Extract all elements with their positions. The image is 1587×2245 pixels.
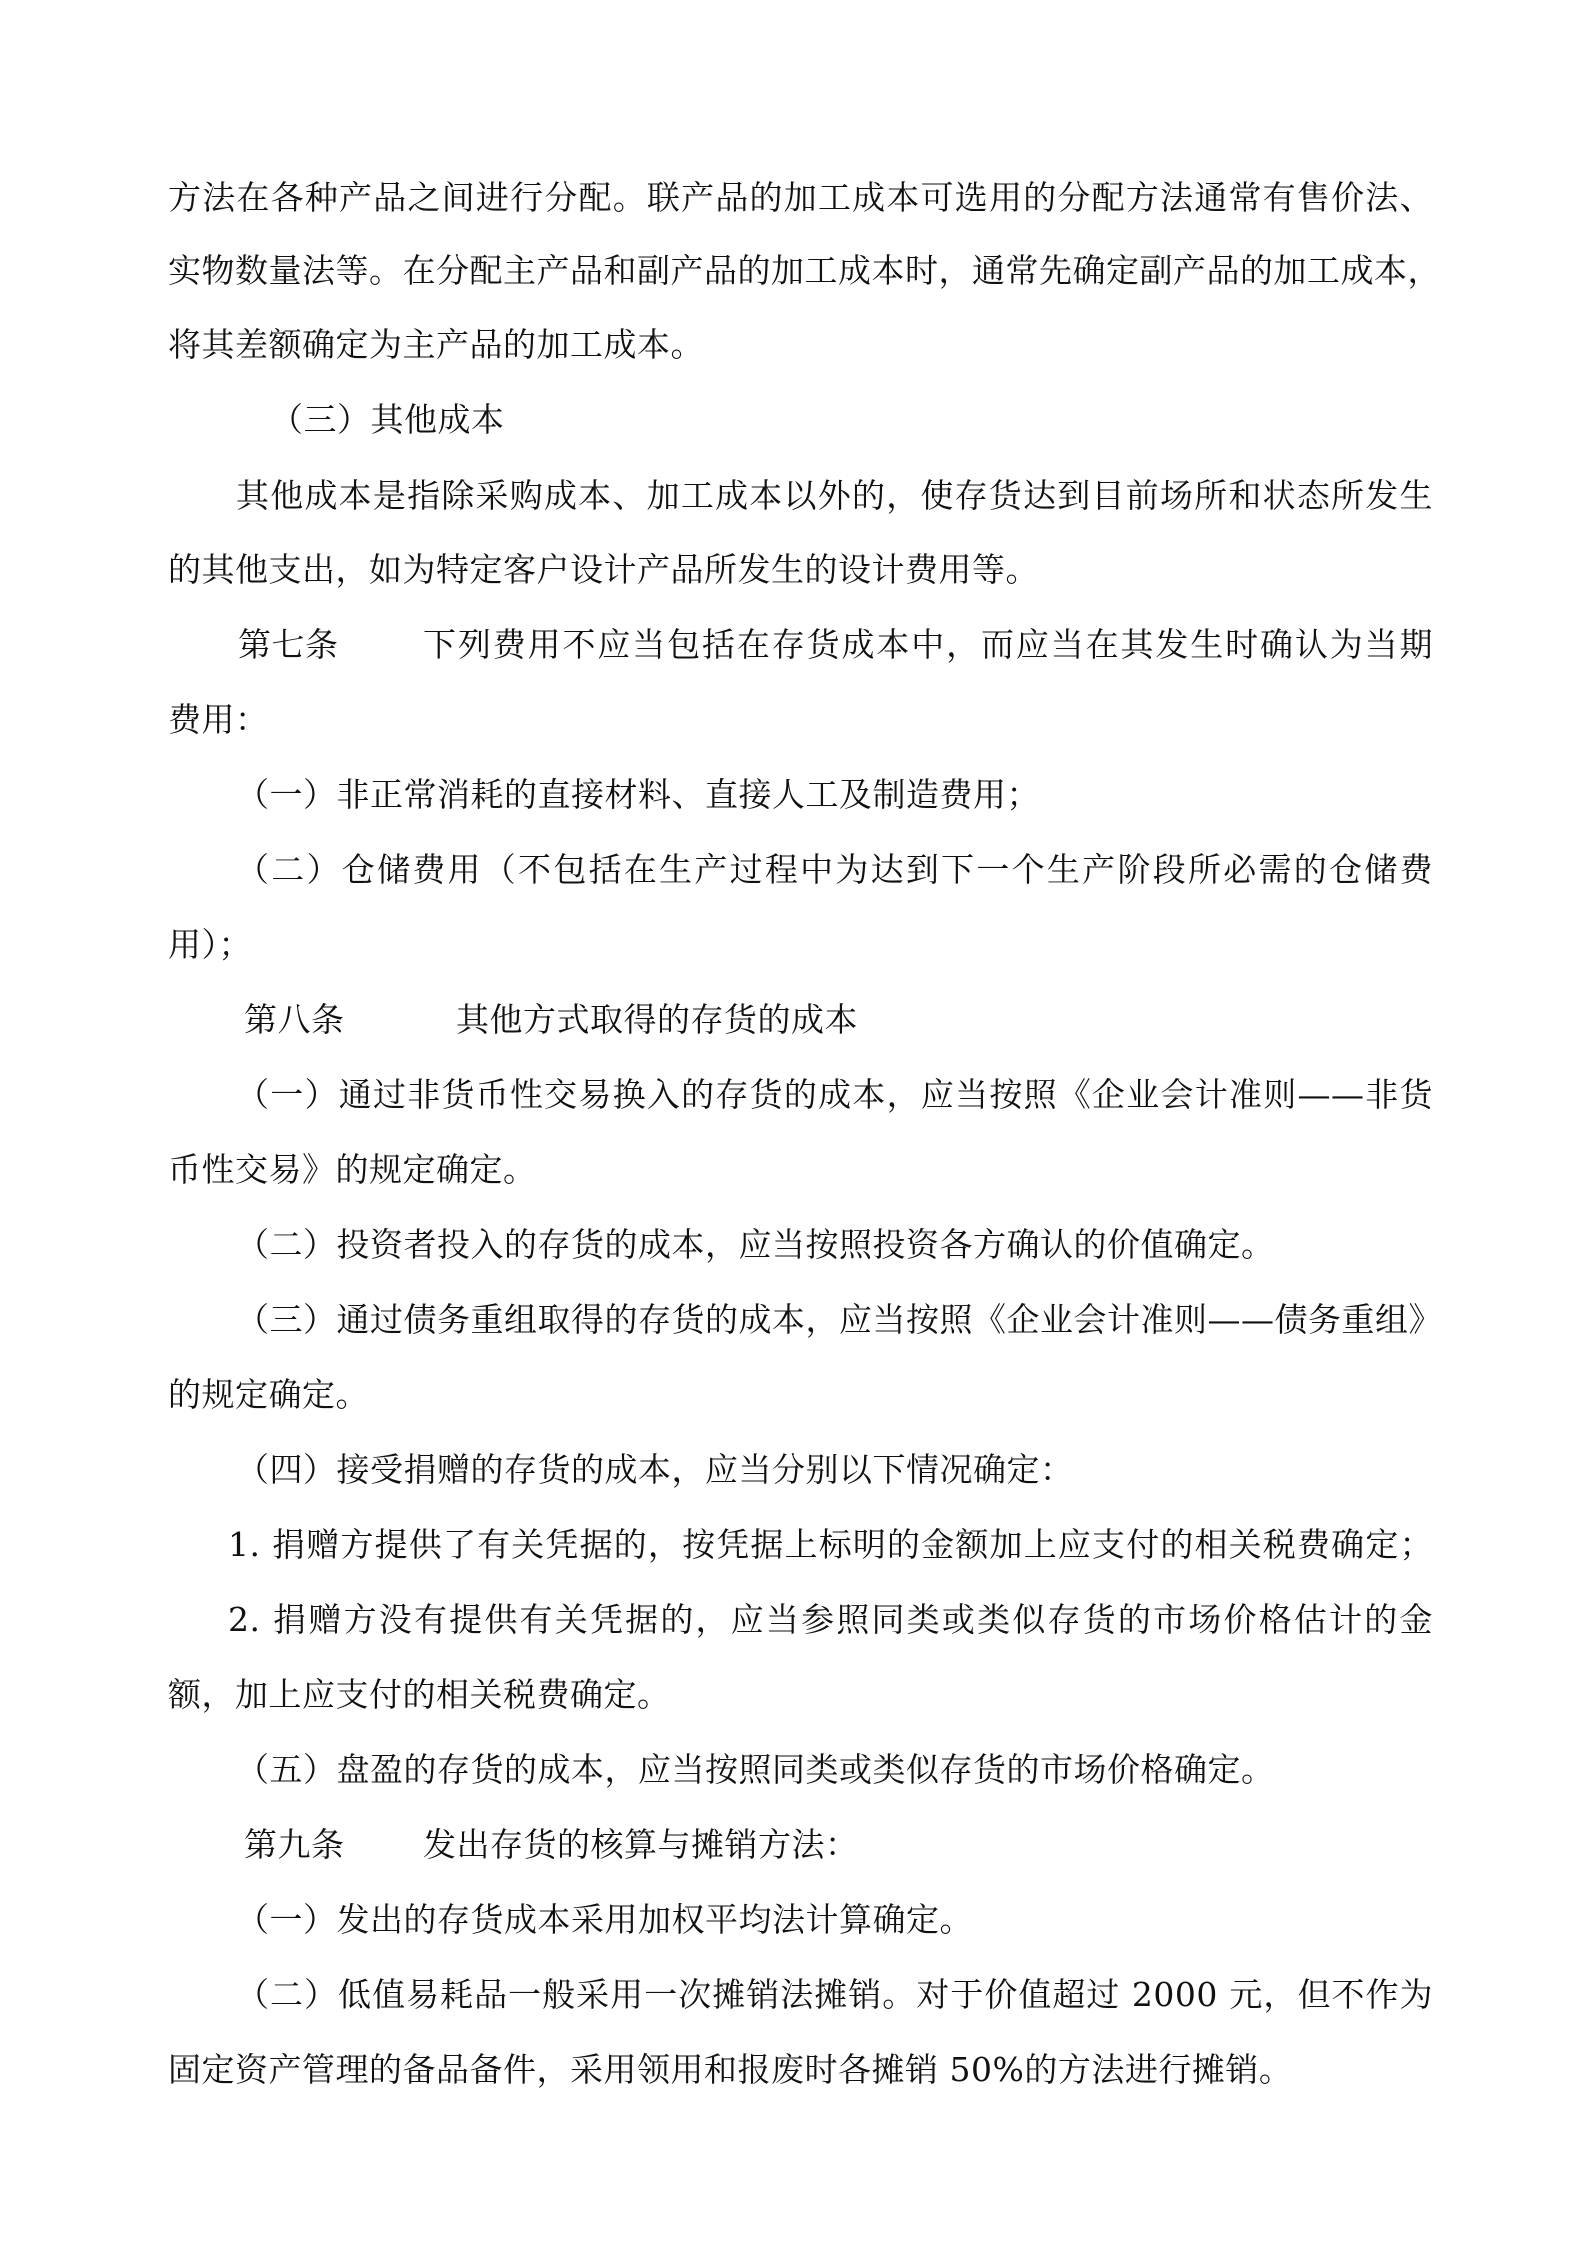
article-text: 发出存货的核算与摊销方法： [423, 1825, 859, 1864]
text-line: 的规定确定。 [168, 1375, 369, 1414]
text-line: 将其差额确定为主产品的加工成本。 [168, 325, 704, 364]
article-text: 其他方式取得的存货的成本 [456, 1000, 858, 1039]
text-line: 费用： [168, 700, 269, 739]
list-item: （一）非正常消耗的直接材料、直接人工及制造费用； [236, 775, 1040, 814]
list-item: （二）仓储费用（不包括在生产过程中为达到下一个生产阶段所必需的仓储费 [236, 850, 1433, 889]
text-line: 额，加上应支付的相关税费确定。 [168, 1675, 671, 1714]
list-item: （一）通过非货币性交易换入的存货的成本，应当按照《企业会计准则——非货 [236, 1075, 1433, 1114]
text-line: 用）； [168, 925, 252, 964]
list-item: （一）发出的存货成本采用加权平均法计算确定。 [236, 1900, 973, 1939]
text-line: 实物数量法等。在分配主产品和副产品的加工成本时，通常先确定副产品的加工成本， [168, 251, 1441, 290]
article-label: 第七条 [238, 625, 339, 664]
text-line: 的其他支出，如为特定客户设计产品所发生的设计费用等。 [168, 550, 1039, 589]
numbered-item: 1. 捐赠方提供了有关凭据的，按凭据上标明的金额加上应支付的相关税费确定； [228, 1525, 1433, 1564]
article-label: 第八条 [244, 1000, 345, 1039]
list-item: （三）通过债务重组取得的存货的成本，应当按照《企业会计准则——债务重组》 [236, 1300, 1442, 1339]
list-item: （五）盘盈的存货的成本，应当按照同类或类似存货的市场价格确定。 [236, 1750, 1275, 1789]
list-item: （二）低值易耗品一般采用一次摊销法摊销。对于价值超过 2000 元，但不作为 [236, 1975, 1433, 2014]
paragraph-line: 其他成本是指除采购成本、加工成本以外的，使存货达到目前场所和状态所发生 [236, 476, 1433, 515]
text-line: 币性交易》的规定确定。 [168, 1150, 537, 1189]
section-heading: （三）其他成本 [270, 400, 505, 439]
article-label: 第九条 [244, 1825, 345, 1864]
list-item: （二）投资者投入的存货的成本，应当按照投资各方确认的价值确定。 [236, 1225, 1275, 1264]
article-text: 下列费用不应当包括在存货成本中，而应当在其发生时确认为当期 [423, 625, 1433, 664]
text-line: 固定资产管理的备品备件，采用领用和报废时各摊销 50%的方法进行摊销。 [168, 2050, 1293, 2089]
numbered-item: 2. 捐赠方没有提供有关凭据的，应当参照同类或类似存货的市场价格估计的金 [228, 1600, 1433, 1639]
list-item: （四）接受捐赠的存货的成本，应当分别以下情况确定： [236, 1450, 1074, 1489]
text-line: 方法在各种产品之间进行分配。联产品的加工成本可选用的分配方法通常有售价法、 [168, 178, 1433, 217]
